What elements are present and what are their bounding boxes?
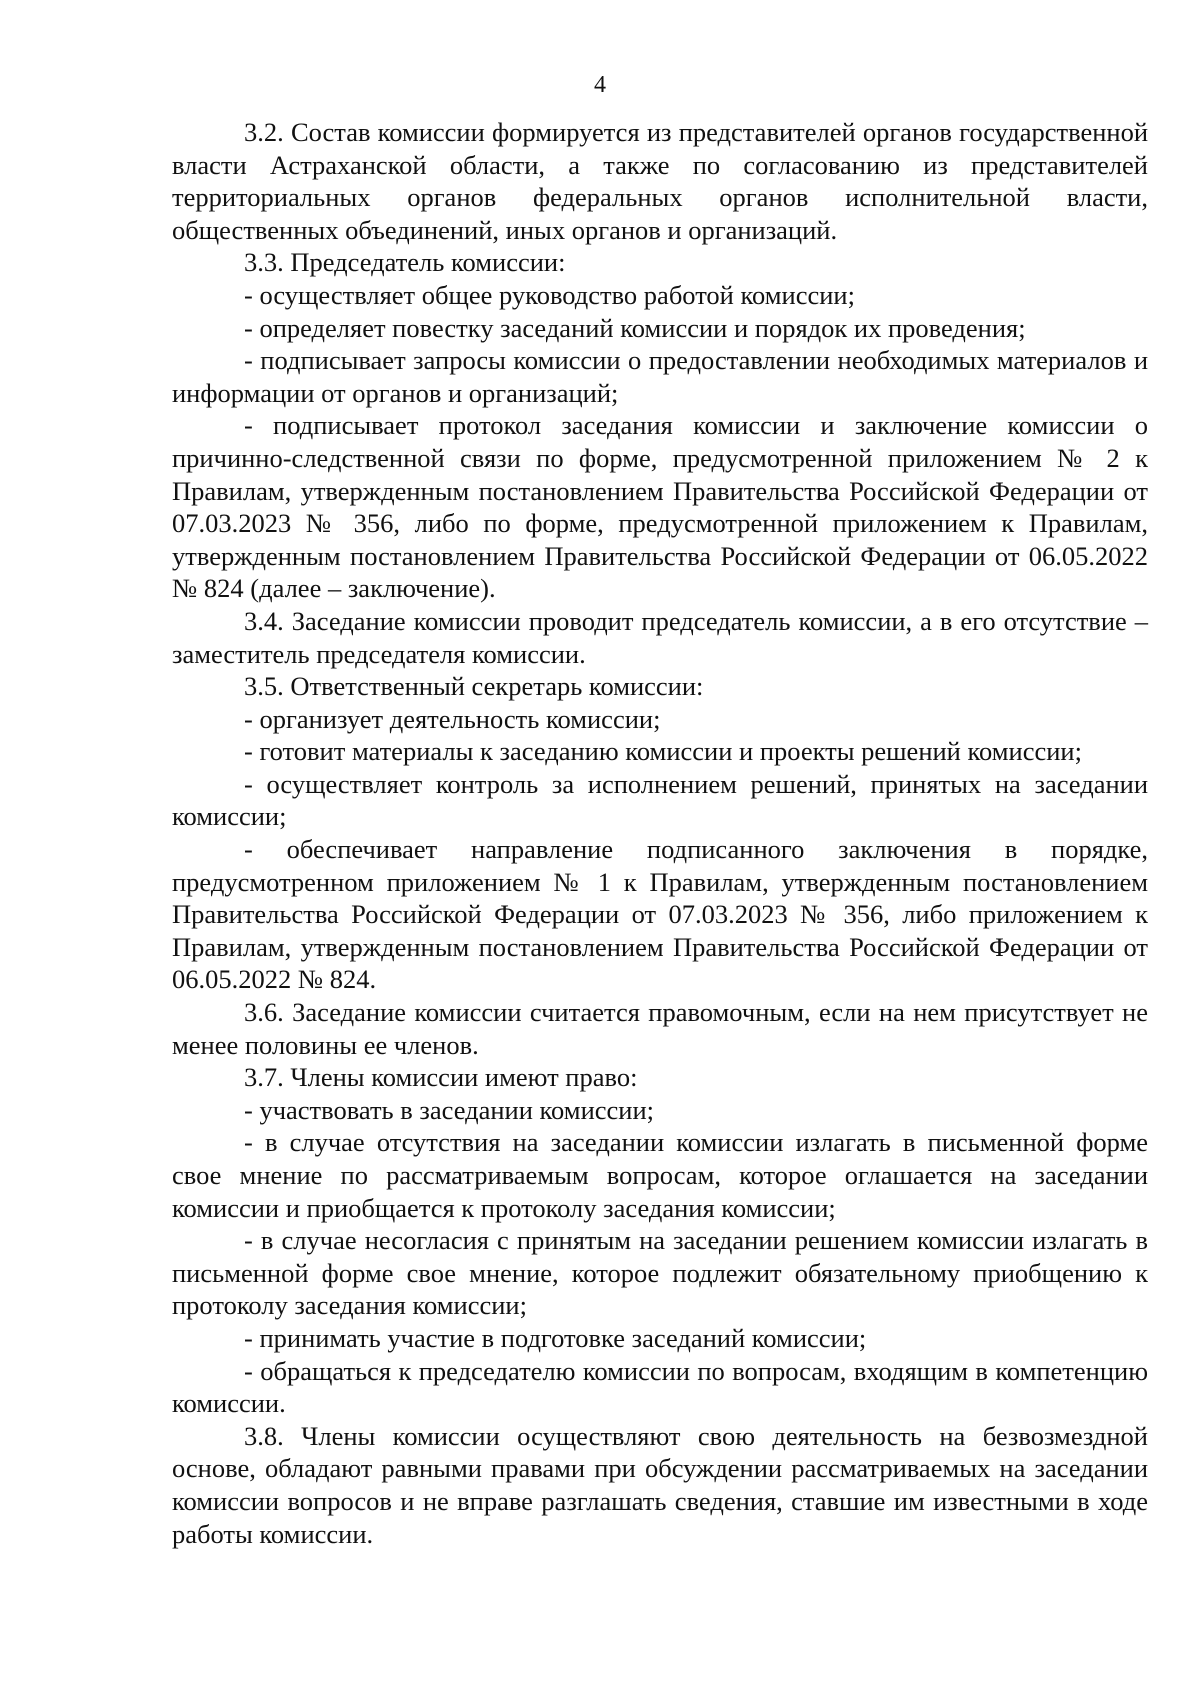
paragraph-3-7: 3.7. Члены комиссии имеют право: [244, 1062, 638, 1093]
paragraph-3-8: 3.8. Члены комиссии осуществляют свою деятельность на безвозмездной основе, обладают равными правами при обсуждении рассматриваемых на заседании комиссии вопросов и не вправе разглашать сведения, ставшие им известными в ходе работы комиссии. [172, 1420, 1148, 1549]
list-item: - участвовать в заседании комиссии; [244, 1094, 654, 1125]
list-item: - готовит материалы к заседанию комиссии и проекты решений комиссии; [244, 736, 1082, 767]
list-item: - организует деятельность комиссии; [244, 703, 661, 734]
list-item: - осуществляет контроль за исполнением решений, принятых на заседании комиссии; [172, 768, 1148, 832]
paragraph-3-4: 3.4. Заседание комиссии проводит председатель комиссии, а в его отсутствие – заместитель председателя комиссии. [172, 605, 1148, 669]
list-item: - подписывает запросы комиссии о предоставлении необходимых материалов и информации от органов и организаций; [172, 345, 1148, 408]
paragraph-3-5: 3.5. Ответственный секретарь комиссии: [244, 671, 704, 702]
list-item: - в случае несогласия с принятым на заседании решением комиссии излагать в письменной форме свое мнение, которое подлежит обязательному приобщению к протоколу заседания комиссии; [172, 1225, 1148, 1321]
list-item: - обеспечивает направление подписанного заключения в порядке, предусмотренном приложением № 1 к Правилам, утвержденным постановлением Правительства Российской Федерации от 07.03.2023 № 356, либо приложением к Правилам, утвержденным постановлением Правительства Российской Федерации от 06.05.2022 № 824. [172, 834, 1148, 995]
document-body [172, 116, 1148, 1550]
list-item: - определяет повестку заседаний комиссии и порядок их проведения; [244, 312, 1026, 343]
page-number: 4 [594, 72, 606, 98]
list-item: - подписывает протокол заседания комиссии и заключение комиссии о причинно-следственной связи по форме, предусмотренной приложением № 2 к Правилам, утвержденным постановлением Правительства Российской Федерации от 07.03.2023 № 356, либо по форме, предусмотренной приложением к Правилам, утвержденным постановлением Правительства Российской Федерации от 06.05.2022 № 824 (далее – заключение). [172, 410, 1148, 604]
paragraph-3-6: 3.6. Заседание комиссии считается правомочным, если на нем присутствует не менее половины ее членов. [172, 997, 1148, 1060]
paragraph-3-2: 3.2. Состав комиссии формируется из представителей органов государственной власти Астраханской области, а также по согласованию из представителей территориальных органов федеральных органов исполнительной власти, общественных объединений, иных органов и организаций. [172, 117, 1148, 245]
list-item: - в случае отсутствия на заседании комиссии излагать в письменной форме свое мнение по рассматриваемым вопросам, которое оглашается на заседании комиссии и приобщается к протоколу заседания комиссии; [172, 1127, 1148, 1223]
paragraph-3-3: 3.3. Председатель комиссии: [244, 247, 566, 278]
list-item: - обращаться к председателю комиссии по вопросам, входящим в компетенцию комиссии. [172, 1355, 1148, 1419]
list-item: - осуществляет общее руководство работой комиссии; [244, 279, 855, 310]
list-item: - принимать участие в подготовке заседаний комиссии; [244, 1322, 867, 1353]
